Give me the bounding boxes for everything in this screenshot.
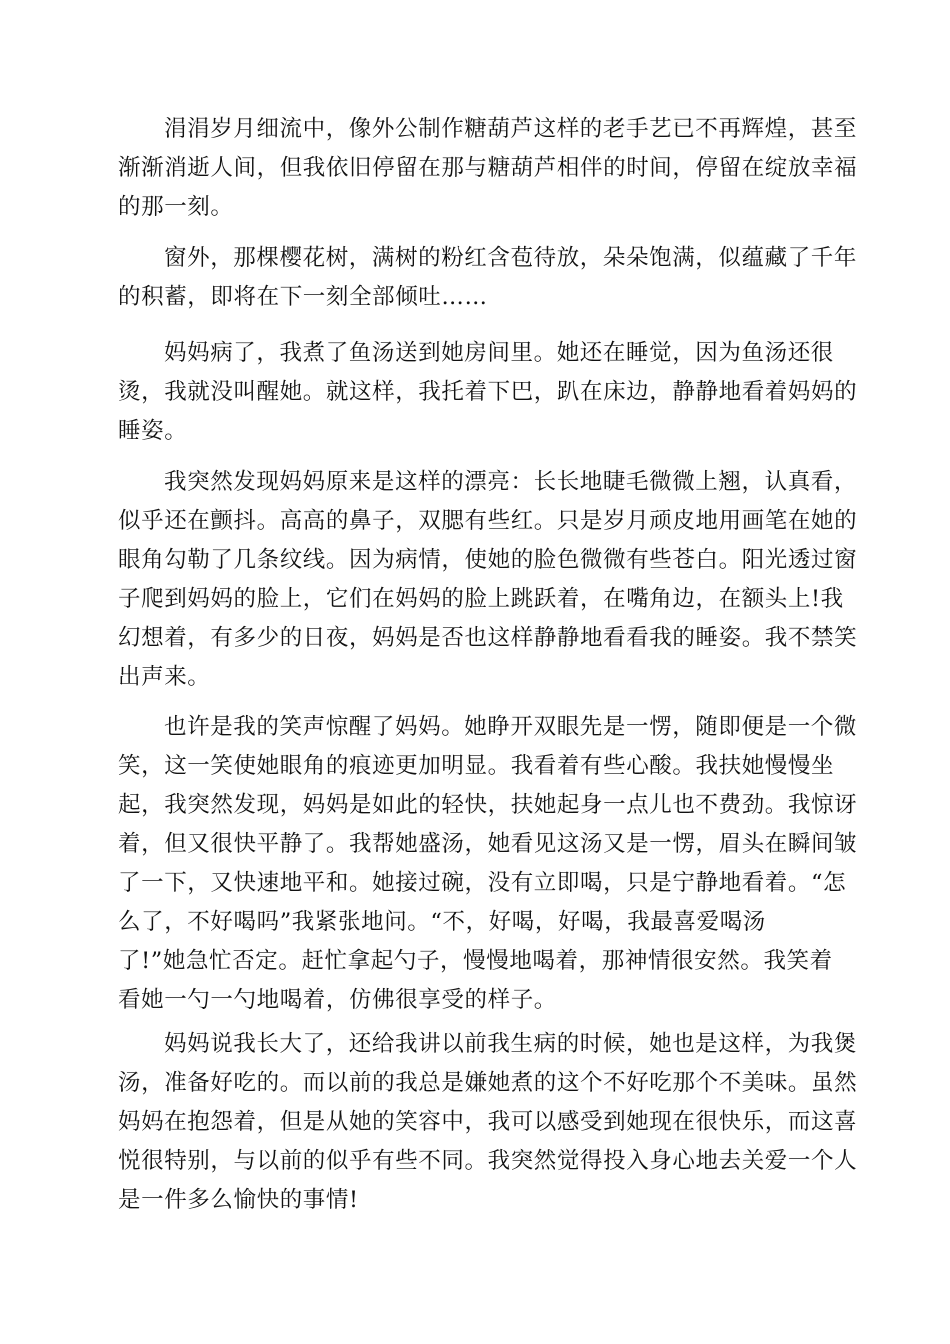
text-line: 窗外，那棵樱花树，满树的粉红含苞待放，朵朵饱满，似蕴藏了千年	[164, 245, 858, 271]
text-line: 也许是我的笑声惊醒了妈妈。她睁开双眼先是一愣，随即便是一个微	[164, 714, 858, 740]
text-line: 着，但又很快平静了。我帮她盛汤，她看见这汤又是一愣，眉头在瞬间皱	[118, 831, 858, 857]
paragraph-4	[118, 463, 858, 697]
text-line: 渐渐消逝人间，但我依旧停留在那与糖葫芦相伴的时间，停留在绽放幸福	[118, 155, 858, 181]
text-line: 似乎还在颤抖。高高的鼻子，双腮有些红。只是岁月顽皮地用画笔在她的	[118, 508, 858, 534]
text-line: 我突然发现妈妈原来是这样的漂亮：长长地睫毛微微上翘，认真看，	[164, 469, 858, 495]
text-line: 了!”她急忙否定。赶忙拿起勺子，慢慢地喝着，那神情很安然。我笑着	[118, 948, 833, 974]
text-line: 妈妈病了，我煮了鱼汤送到她房间里。她还在睡觉，因为鱼汤还很	[164, 340, 834, 366]
text-line: 涓涓岁月细流中，像外公制作糖葫芦这样的老手艺已不再辉煌，甚至	[164, 116, 858, 142]
text-line: 了一下，又快速地平和。她接过碗，没有立即喝，只是宁静地看着。“怎	[118, 870, 847, 896]
text-line: 的那一刻。	[118, 194, 234, 220]
text-line: 子爬到妈妈的脸上，它们在妈妈的脸上跳跃着，在嘴角边，在额头上!我	[118, 586, 844, 612]
text-line: 睡姿。	[118, 418, 188, 444]
text-line: 是一件多么愉快的事情!	[118, 1187, 359, 1213]
text-line: 起，我突然发现，妈妈是如此的轻快，扶她起身一点儿也不费劲。我惊讶	[118, 792, 858, 818]
text-line: 么了，不好喝吗”我紧张地问。“不，好喝，好喝，我最喜爱喝汤	[118, 909, 766, 935]
text-line: 烫，我就没叫醒她。就这样，我托着下巴，趴在床边，静静地看着妈妈的	[118, 379, 858, 405]
paragraph-3	[118, 334, 858, 451]
text-line: 妈妈说我长大了，还给我讲以前我生病的时候，她也是这样，为我煲	[164, 1031, 858, 1057]
text-line: 幻想着，有多少的日夜，妈妈是否也这样静静地看看我的睡姿。我不禁笑	[118, 625, 858, 651]
text-line: 的积蓄，即将在下一刻全部倾吐……	[118, 284, 488, 310]
text-line: 眼角勾勒了几条纹线。因为病情，使她的脸色微微有些苍白。阳光透过窗	[118, 547, 858, 573]
paragraph-1	[118, 110, 858, 227]
text-line: 出声来。	[118, 664, 211, 690]
text-line: 笑，这一笑使她眼角的痕迹更加明显。我看着有些心酸。我扶她慢慢坐	[118, 753, 835, 779]
paragraph-2	[118, 239, 858, 317]
text-line: 悦很特别，与以前的似乎有些不同。我突然觉得投入身心地去关爱一个人	[118, 1148, 858, 1174]
paragraph-6	[118, 1025, 858, 1220]
text-line: 看她一勺一勺地喝着，仿佛很享受的样子。	[118, 987, 557, 1013]
paragraph-5	[118, 708, 858, 1020]
text-line: 汤，准备好吃的。而以前的我总是嫌她煮的这个不好吃那个不美味。虽然	[118, 1070, 858, 1096]
text-line: 妈妈在抱怨着，但是从她的笑容中，我可以感受到她现在很快乐，而这喜	[118, 1109, 858, 1135]
